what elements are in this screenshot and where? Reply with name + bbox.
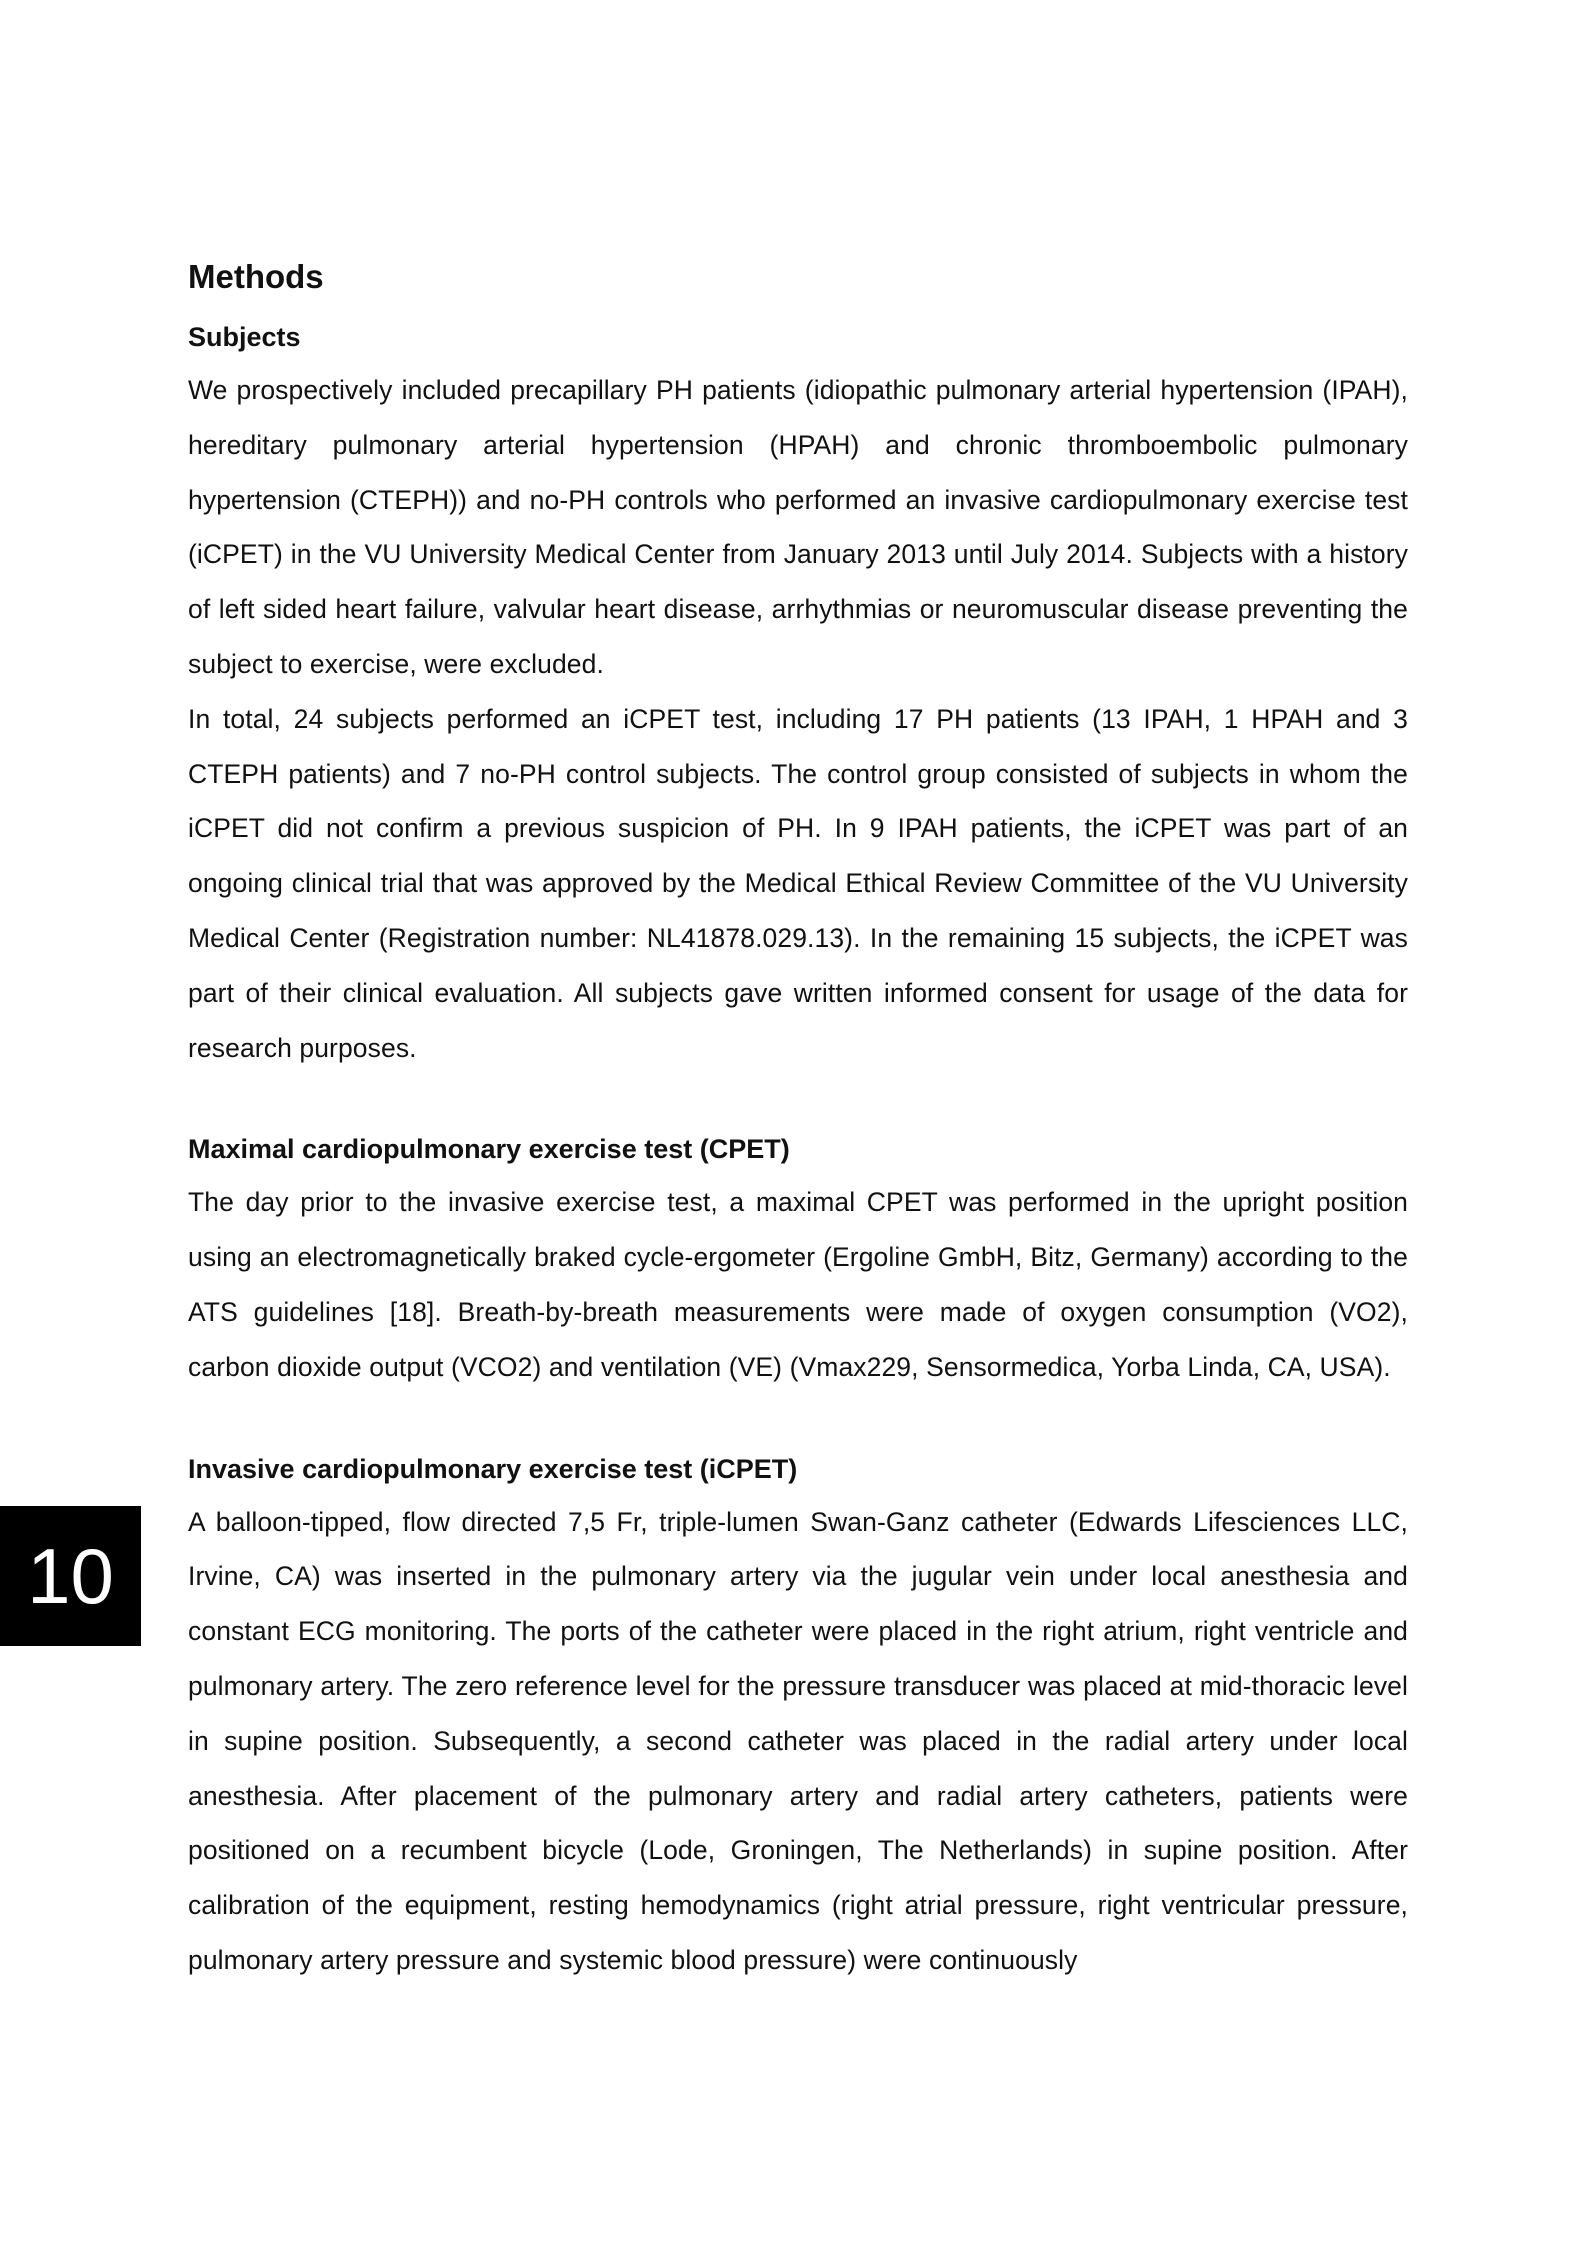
subjects-heading: Subjects	[188, 322, 301, 352]
cpet-heading: Maximal cardiopulmonary exercise test (CPET)	[188, 1134, 790, 1165]
section-title: Methods	[188, 258, 324, 295]
spacer	[188, 1075, 1408, 1129]
page-content	[188, 255, 1408, 1988]
page-number-tab: 10	[0, 1506, 141, 1646]
icpet-heading: Invasive cardiopulmonary exercise test (iCPET)	[188, 1453, 798, 1484]
cpet-paragraph: The day prior to the invasive exercise test, a maximal CPET was performed in the upright position using an electromagnetically braked cycle-ergometer (Ergoline GmbH, Bitz, Germany) according to the ATS guidelines [18]. Breath-by-breath measurements were made of oxygen consumption (VO2), carbon dioxide output (VCO2) and ventilation (VE) (Vmax229, Sensormedica, Yorba Linda, CA, USA).	[188, 1187, 1408, 1382]
icpet-paragraph: A balloon-tipped, flow directed 7,5 Fr, triple-lumen Swan-Ganz catheter (Edwards Lifesciences LLC, Irvine, CA) was inserted in the pulmonary artery via the jugular vein under local anesthesia and constant ECG monitoring. The ports of the catheter were placed in the right atrium, right ventricle and pulmonary artery. The zero reference level for the pressure transducer was placed at mid-thoracic level in supine position. Subsequently, a second catheter was placed in the radial artery under local anesthesia. After placement of the pulmonary artery and radial artery catheters, patients were positioned on a recumbent bicycle (Lode, Groningen, The Netherlands) in supine position. After calibration of the equipment, resting hemodynamics (right atrial pressure, right ventricular pressure, pulmonary artery pressure and systemic blood pressure) were continuously	[188, 1506, 1408, 1975]
subjects-paragraph-1: We prospectively included precapillary PH patients (idiopathic pulmonary arterial hypertension (IPAH), hereditary pulmonary arterial hypertension (HPAH) and chronic thromboembolic pulmonary hypertension (CTEPH)) and no-PH controls who performed an invasive cardiopulmonary exercise test (iCPET) in the VU University Medical Center from January 2013 until July 2014. Subjects with a history of left sided heart failure, valvular heart disease, arrhythmias or neuromuscular disease preventing the subject to exercise, were excluded.	[188, 375, 1408, 679]
subjects-paragraph-2: In total, 24 subjects performed an iCPET test, including 17 PH patients (13 IPAH, 1 HPAH and 3 CTEPH patients) and 7 no-PH control subjects. The control group consisted of subjects in whom the iCPET did not confirm a previous suspicion of PH. In 9 IPAH patients, the iCPET was part of an ongoing clinical trial that was approved by the Medical Ethical Review Committee of the VU University Medical Center (Registration number: NL41878.029.13). In the remaining 15 subjects, the iCPET was part of their clinical evaluation. All subjects gave written informed consent for usage of the data for research purposes.	[188, 703, 1408, 1063]
spacer	[188, 1395, 1408, 1449]
